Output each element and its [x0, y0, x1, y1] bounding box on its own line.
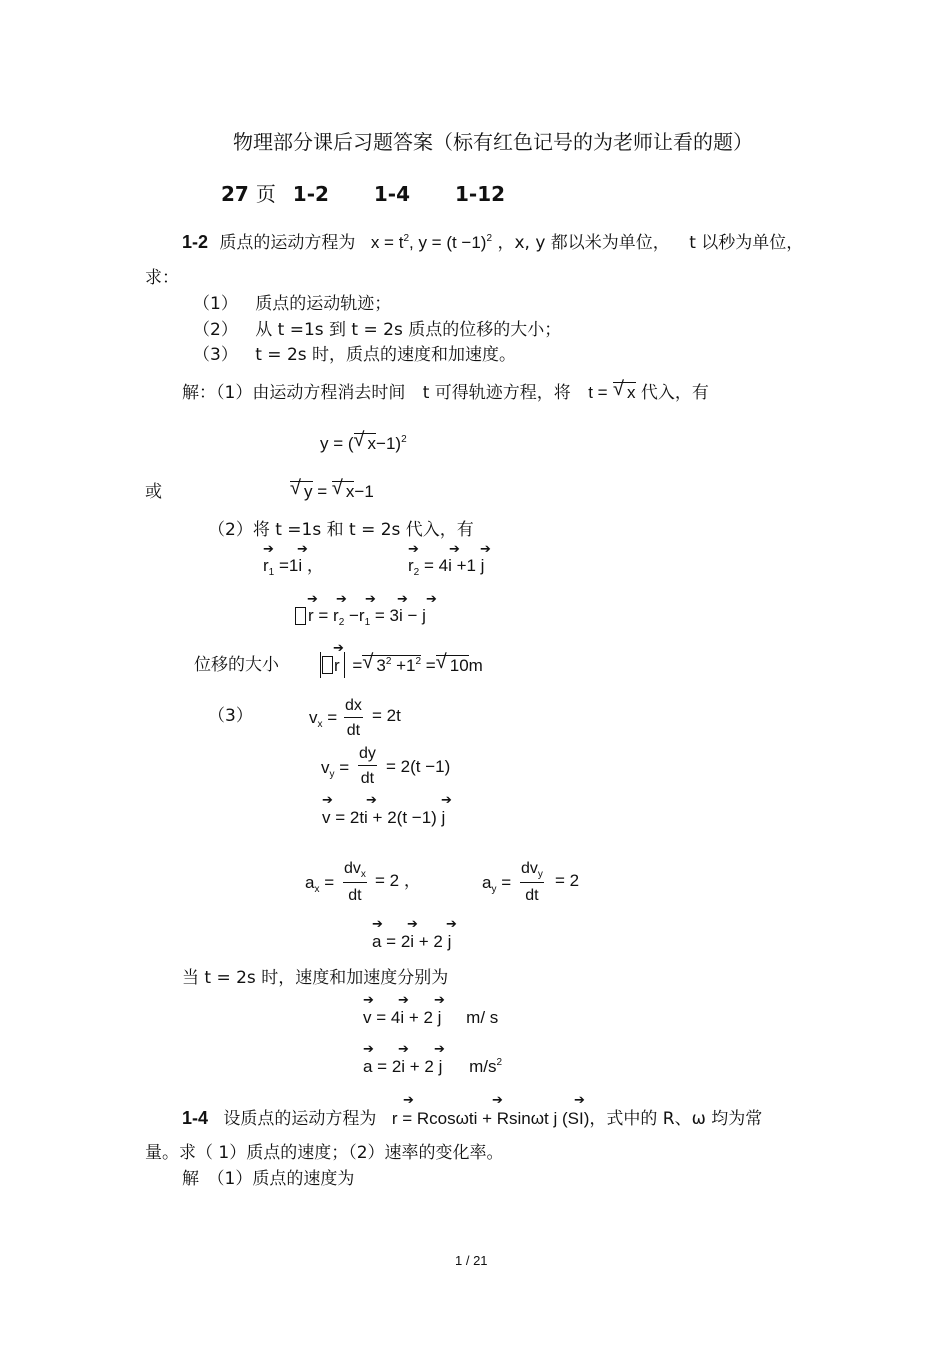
solution-text: 代入，有: [640, 383, 709, 403]
vector-arrow-icon: ➔: [398, 993, 409, 1008]
eq-text: a = 2i + 2 j: [363, 1057, 443, 1076]
or-label: 或: [145, 482, 162, 502]
heading-problem-1: 1-2: [292, 182, 329, 206]
equation-x: [371, 233, 492, 252]
sqrt-icon: √: [353, 429, 365, 451]
eq-text: =: [352, 656, 363, 675]
delta-box-icon: [295, 607, 306, 625]
problem-label: 1-4: [182, 1108, 209, 1128]
vector-arrow-icon: ➔: [365, 592, 376, 607]
vector-arrow-icon: ➔: [372, 917, 383, 932]
problem-text: ，x, y 都以米为单位，: [497, 233, 670, 253]
eq-text: =1i ，: [278, 556, 324, 575]
displacement-eq: [334, 651, 483, 679]
vector-arrow-icon: ➔: [398, 1042, 409, 1057]
sqrt-sum: [362, 651, 422, 675]
eq-sub: y: [329, 769, 335, 780]
sqrt-arg: x: [627, 383, 636, 402]
problem-text: t 以秒为单位，: [689, 233, 804, 253]
item-num: （1）: [193, 294, 238, 314]
vector-arrow-icon: ➔: [366, 793, 377, 808]
problem-1-4-solution: 解 （1）质点的速度为: [182, 1169, 355, 1189]
eq-text: =: [425, 656, 436, 675]
fraction-dx-dt: [344, 697, 363, 740]
eq-sub: 1: [268, 567, 275, 578]
problem-text: 质点的运动方程为: [219, 233, 356, 253]
vector-arrow-icon: ➔: [434, 1042, 445, 1057]
vector-arrow-icon: ➔: [446, 917, 457, 932]
vector-arrow-icon: ➔: [574, 1093, 585, 1108]
problem-text: 设质点的运动方程为: [223, 1109, 377, 1129]
vx-right: = 2t: [372, 706, 401, 725]
section-heading: [221, 182, 505, 206]
eq-exp: 2: [496, 1057, 503, 1068]
r2-eq: [408, 556, 484, 579]
sqrt-arg: y: [304, 482, 313, 501]
fraction-num: dy: [358, 745, 377, 766]
eq-exp: 2: [385, 656, 392, 667]
ax-left: [305, 873, 334, 896]
sqrt-arg: x: [345, 482, 355, 501]
vector-arrow-icon: ➔: [333, 641, 344, 656]
eq-x-exp: 2: [403, 233, 409, 244]
vector-arrow-icon: ➔: [307, 592, 318, 607]
eq-sub: 2: [338, 617, 345, 628]
sqrt-arg: 3: [376, 656, 386, 675]
fraction-den: dt: [525, 887, 539, 904]
problem-ask: 求：: [145, 268, 179, 288]
eq-y-exp: 2: [486, 233, 493, 244]
eq-text: =: [339, 758, 350, 777]
sqrt-icon: √: [613, 378, 624, 400]
eq-text: a: [305, 873, 315, 892]
eq-text: −1: [354, 482, 374, 501]
eq-exp: 2: [415, 656, 422, 667]
problem-1-4-line-2: 量。求（ 1）质点的速度；（2）速率的变化率。: [145, 1143, 504, 1163]
eq-text: a: [482, 873, 492, 892]
eq-exp: 2: [401, 434, 407, 445]
eq-text: v = 4i + 2 j: [363, 1008, 442, 1027]
eq-text: −1): [376, 434, 402, 453]
sqrt-x: [353, 429, 377, 453]
vector-arrow-icon: ➔: [363, 993, 374, 1008]
solution-1-line: [182, 378, 709, 403]
sqrt-icon: √: [435, 651, 447, 673]
solution-text: t =: [588, 383, 608, 402]
eq-sub: x: [314, 884, 320, 895]
displacement-label: 位移的大小: [194, 655, 279, 675]
delta-box-icon: [322, 656, 333, 674]
item-2: [193, 320, 561, 340]
trajectory-eq-1: [320, 429, 407, 457]
eq-sub: 1: [364, 617, 371, 628]
eq-sub: y: [537, 869, 543, 880]
sqrt-arg: x: [367, 434, 377, 453]
eq-text: = 3i − j: [374, 606, 426, 625]
vy-right: = 2(t −1): [386, 757, 451, 776]
r1-eq: [263, 556, 324, 579]
vector-arrow-icon: ➔: [408, 542, 419, 557]
eq-text: r = r: [308, 606, 339, 625]
eq-sub: y: [491, 884, 497, 895]
sqrt-arg: +1: [396, 656, 416, 675]
item-text: 质点的运动轨迹；: [255, 294, 392, 314]
eq-sub: x: [360, 869, 366, 880]
sqrt-icon: √: [362, 651, 374, 673]
vector-arrow-icon: ➔: [403, 1093, 414, 1108]
fraction-num: dx: [344, 697, 363, 718]
item-3: [193, 345, 516, 365]
fraction-den: dt: [360, 770, 375, 787]
eq-text: v: [309, 708, 318, 727]
delta-r-eq: [308, 606, 426, 629]
sqrt-x: [613, 378, 636, 402]
vector-arrow-icon: ➔: [441, 793, 452, 808]
equation: r = Rcosωti + Rsinωt j (SI): [391, 1109, 590, 1128]
fraction-dy-dt: [358, 745, 377, 788]
item-text: 从 t =1s 到 t = 2s 质点的位移的大小；: [255, 320, 562, 340]
vector-arrow-icon: ➔: [297, 542, 308, 557]
vector-arrow-icon: ➔: [480, 542, 491, 557]
fraction-num: [520, 860, 544, 883]
solution-3-label: （3）: [208, 706, 253, 726]
vy-left: [321, 758, 349, 781]
acceleration-vector-eq: a = 2i + 2 j: [372, 932, 452, 951]
trajectory-eq-2: [290, 477, 374, 502]
eq-text: r: [408, 556, 414, 575]
ax-right: = 2 ，: [375, 871, 421, 890]
acceleration-result: [363, 1057, 502, 1080]
sqrt-arg: 10: [449, 656, 469, 675]
fraction-den: dt: [346, 722, 361, 739]
vector-arrow-icon: ➔: [426, 592, 437, 607]
eq-text: =: [324, 873, 335, 892]
velocity-result: [363, 1008, 498, 1028]
eq-text: =: [501, 873, 512, 892]
heading-page-char: 页: [255, 182, 276, 206]
vector-arrow-icon: ➔: [336, 592, 347, 607]
vector-arrow-icon: ➔: [449, 542, 460, 557]
fraction-dvy-dt: [520, 860, 544, 905]
sqrt-icon: √: [331, 477, 343, 499]
eq-sub: x: [317, 719, 323, 730]
eq-text: r: [263, 556, 269, 575]
solution-text: 解：（1）由运动方程消去时间: [182, 383, 406, 403]
fraction-num: [343, 860, 367, 883]
ay-right: = 2: [555, 871, 580, 890]
vector-arrow-icon: ➔: [492, 1093, 503, 1108]
solution-2-line: （2）将 t =1s 和 t = 2s 代入，有: [208, 520, 474, 540]
eq-sub: 2: [413, 567, 420, 578]
eq-text: v: [321, 758, 330, 777]
page-number: 1 / 21: [455, 1253, 488, 1268]
sqrt-y: [290, 477, 313, 501]
vector-arrow-icon: ➔: [407, 917, 418, 932]
eq-text: y = (: [320, 434, 354, 453]
vx-left: [309, 708, 337, 731]
problem-1-4-line: [182, 1108, 762, 1129]
heading-page: 27: [221, 182, 249, 206]
ay-left: [482, 873, 511, 896]
solution-text: t 可得轨迹方程，将: [422, 383, 571, 403]
abs-bar-left: [320, 652, 321, 678]
problem-1-2-line: [182, 232, 803, 256]
sqrt-10: [435, 651, 469, 675]
vector-arrow-icon: ➔: [322, 793, 333, 808]
fraction-dvx-dt: [343, 860, 367, 905]
vector-arrow-icon: ➔: [263, 542, 274, 557]
when-t2-line: 当 t = 2s 时，速度和加速度分别为: [182, 968, 449, 988]
problem-text: ，式中的 R、ω 均为常: [589, 1109, 763, 1129]
fraction-num-text: dv: [521, 860, 538, 877]
vector-arrow-icon: ➔: [397, 592, 408, 607]
eq-unit: m/ s: [466, 1008, 499, 1027]
eq-text: = 4i +1 j: [423, 556, 485, 575]
item-num: （2）: [193, 320, 238, 340]
fraction-num-text: dv: [344, 860, 361, 877]
eq-x-text: x = t: [370, 233, 404, 252]
heading-problem-3: 1-12: [455, 182, 506, 206]
eq-unit: m: [468, 656, 483, 675]
eq-y-text: , y = (t −1): [409, 233, 487, 252]
eq-text: =: [317, 482, 328, 501]
velocity-vector-eq: v = 2ti + 2(t −1) j: [322, 808, 446, 827]
item-1: [193, 294, 391, 314]
heading-problem-2: 1-4: [373, 182, 411, 206]
vector-arrow-icon: ➔: [363, 1042, 374, 1057]
eq-text: r: [334, 656, 340, 675]
eq-text: =: [327, 708, 338, 727]
sqrt-icon: √: [290, 477, 301, 499]
sqrt-x: [331, 477, 355, 501]
eq-text: −r: [349, 606, 365, 625]
eq-unit: m/s: [469, 1057, 497, 1076]
problem-label: 1-2: [182, 232, 209, 252]
item-text: t = 2s 时，质点的速度和加速度。: [255, 345, 517, 365]
fraction-den: dt: [348, 887, 362, 904]
vector-arrow-icon: ➔: [434, 993, 445, 1008]
item-num: （3）: [193, 345, 238, 365]
page-title: 物理部分课后习题答案（标有红色记号的为老师让看的题）: [233, 130, 753, 154]
